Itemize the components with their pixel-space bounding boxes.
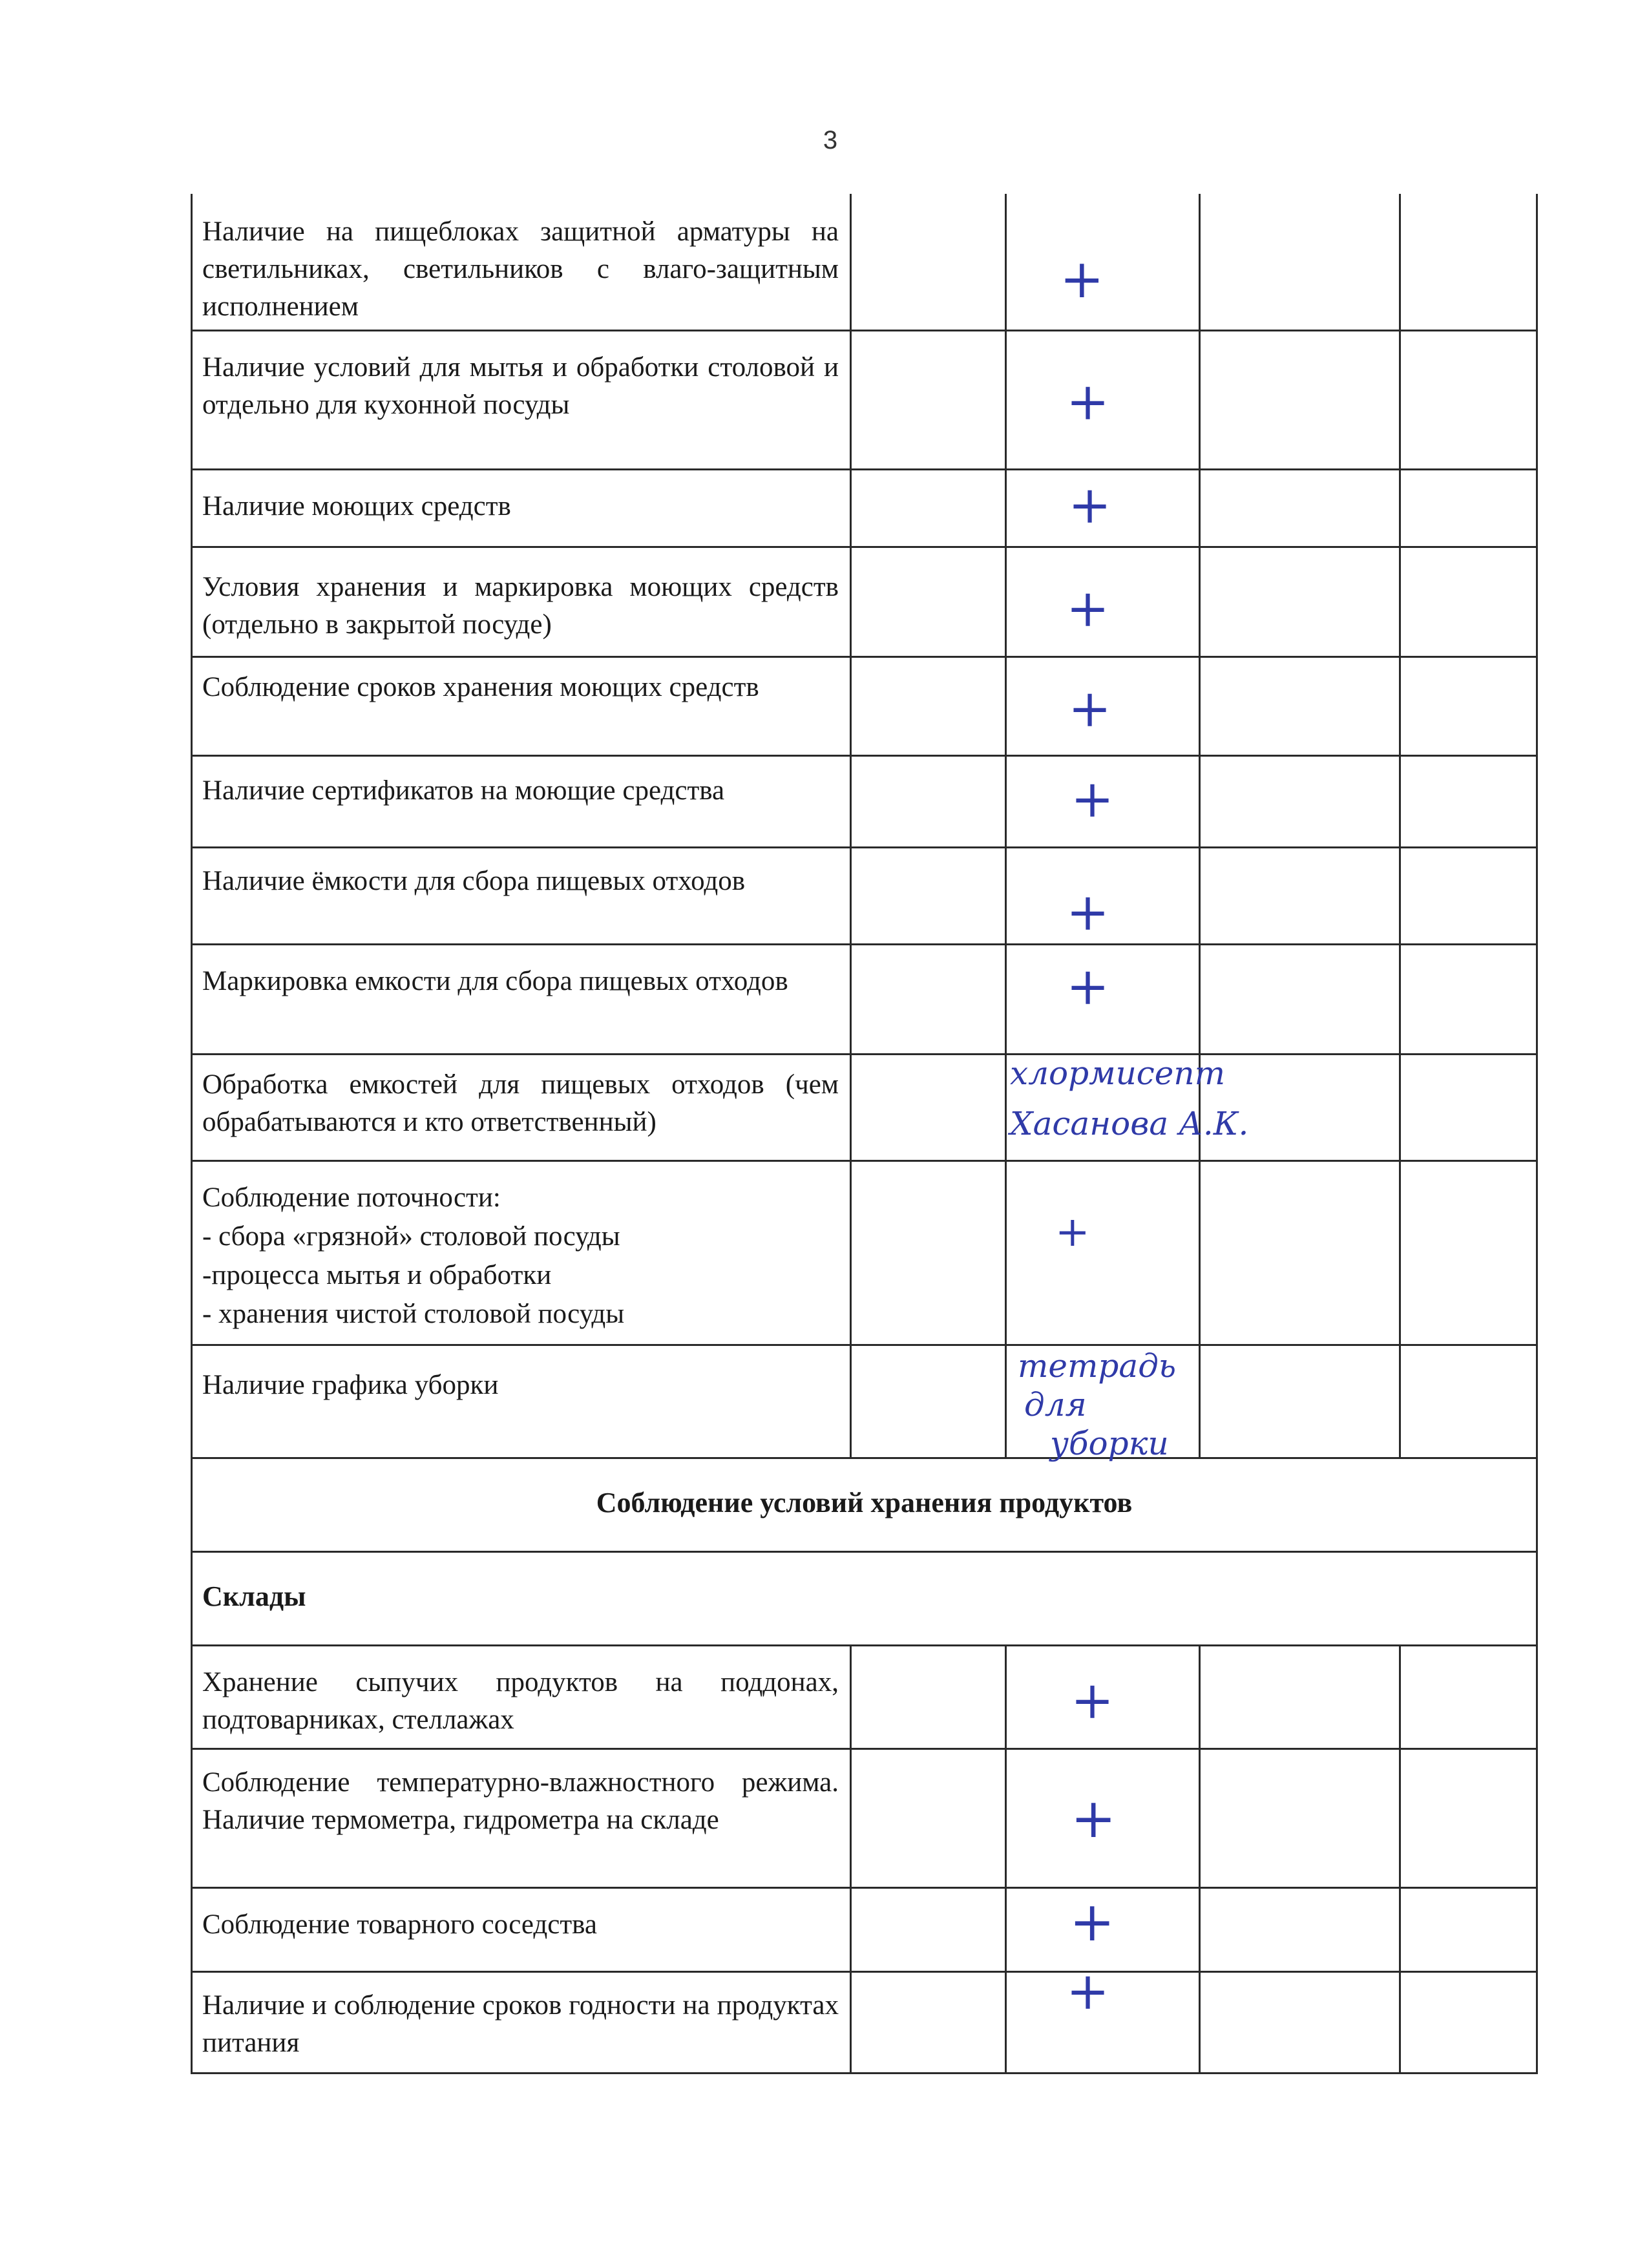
table-row-criterion: Наличие сертификатов на моющие средства	[202, 775, 725, 806]
handwritten-mark: +	[1071, 769, 1115, 829]
row-line	[191, 846, 1538, 848]
row-line	[191, 1551, 1538, 1553]
page-number: 3	[823, 126, 838, 154]
row-line	[191, 1344, 1538, 1346]
table-row-criterion: Наличие условий для мытья и обработки столовой и отдельно для кухонной посуды	[202, 352, 839, 420]
table-row-criterion: Наличие ёмкости для сбора пищевых отходов	[202, 866, 746, 896]
handwritten-mark: Хасанова А.К.	[1010, 1105, 1249, 1142]
row-line	[191, 1053, 1538, 1055]
handwritten-mark: +	[1068, 678, 1112, 739]
handwritten-mark: +	[1071, 1787, 1117, 1850]
table-border-left	[191, 194, 193, 2074]
handwritten-mark: +	[1069, 1890, 1115, 1953]
table-row-criterion: Соблюдение поточности:	[202, 1182, 501, 1213]
row-line	[191, 1748, 1538, 1750]
row-line	[191, 656, 1538, 658]
table-row-criterion: -процесса мытья и обработки	[202, 1260, 552, 1290]
table-row-criterion: Маркировка емкости для сбора пищевых отходов	[202, 966, 788, 996]
table-row-criterion: Наличие на пищеблоках защитной арматуры на светильниках, светильников с влаго-защитным исполнением	[202, 216, 839, 322]
table-row-criterion: - сбора «грязной» столовой посуды	[202, 1221, 620, 1252]
table-row-criterion: Соблюдение товарного соседства	[202, 1909, 597, 1940]
col-divider-2	[1005, 194, 1007, 1457]
col-divider-1b	[850, 1644, 852, 2074]
table-border-bottom	[191, 2072, 1538, 2074]
row-line	[191, 1457, 1538, 1459]
section-heading: Соблюдение условий хранения продуктов	[596, 1487, 1133, 1518]
handwritten-mark: хлормисепт	[1010, 1055, 1226, 1092]
handwritten-mark: для	[1024, 1386, 1087, 1423]
table-row-criterion: Хранение сыпучих продуктов на поддонах, подтоварниках, стеллажах	[202, 1667, 839, 1735]
row-line	[191, 330, 1538, 331]
row-line	[191, 1887, 1538, 1889]
col-divider-4b	[1399, 1644, 1401, 2074]
handwritten-mark: +	[1066, 882, 1110, 942]
handwritten-mark: +	[1071, 1670, 1115, 1730]
subsection-heading: Склады	[202, 1580, 306, 1612]
handwritten-mark: +	[1055, 1208, 1090, 1256]
col-divider-1	[850, 194, 852, 1457]
handwritten-mark: +	[1066, 578, 1110, 638]
table-row-criterion: Соблюдение сроков хранения моющих средств	[202, 672, 759, 702]
row-line	[191, 943, 1538, 945]
col-divider-2b	[1005, 1644, 1007, 2074]
col-divider-4	[1399, 194, 1401, 1457]
row-line	[191, 468, 1538, 470]
handwritten-mark: +	[1060, 249, 1104, 310]
table-row-criterion: Обработка емкостей для пищевых отходов (чем обрабатываются и кто ответственный)	[202, 1069, 839, 1137]
inspection-table	[191, 194, 1538, 2074]
table-row-criterion: Наличие графика уборки	[202, 1370, 499, 1400]
row-line	[191, 546, 1538, 548]
handwritten-mark: тетрадь	[1018, 1347, 1177, 1385]
col-divider-3b	[1199, 1644, 1201, 2074]
table-row-criterion: - хранения чистой столовой посуды	[202, 1299, 625, 1329]
table-row-criterion: Условия хранения и маркировка моющих средств (отдельно в закрытой посуде)	[202, 572, 839, 640]
handwritten-mark: +	[1066, 372, 1110, 432]
row-line	[191, 1160, 1538, 1162]
table-row-criterion: Соблюдение температурно-влажностного режима. Наличие термометра, гидрометра на складе	[202, 1767, 839, 1835]
handwritten-mark: +	[1066, 956, 1110, 1016]
row-line	[191, 1971, 1538, 1973]
table-border-right	[1536, 194, 1538, 2074]
col-divider-3	[1199, 194, 1201, 1457]
row-line	[191, 755, 1538, 757]
handwritten-mark: уборки	[1050, 1425, 1169, 1462]
handwritten-mark: +	[1066, 1961, 1110, 2021]
handwritten-mark: +	[1068, 475, 1112, 535]
row-line	[191, 1644, 1538, 1646]
table-row-criterion: Наличие и соблюдение сроков годности на продуктах питания	[202, 1990, 839, 2058]
table-row-criterion: Наличие моющих средств	[202, 491, 511, 521]
